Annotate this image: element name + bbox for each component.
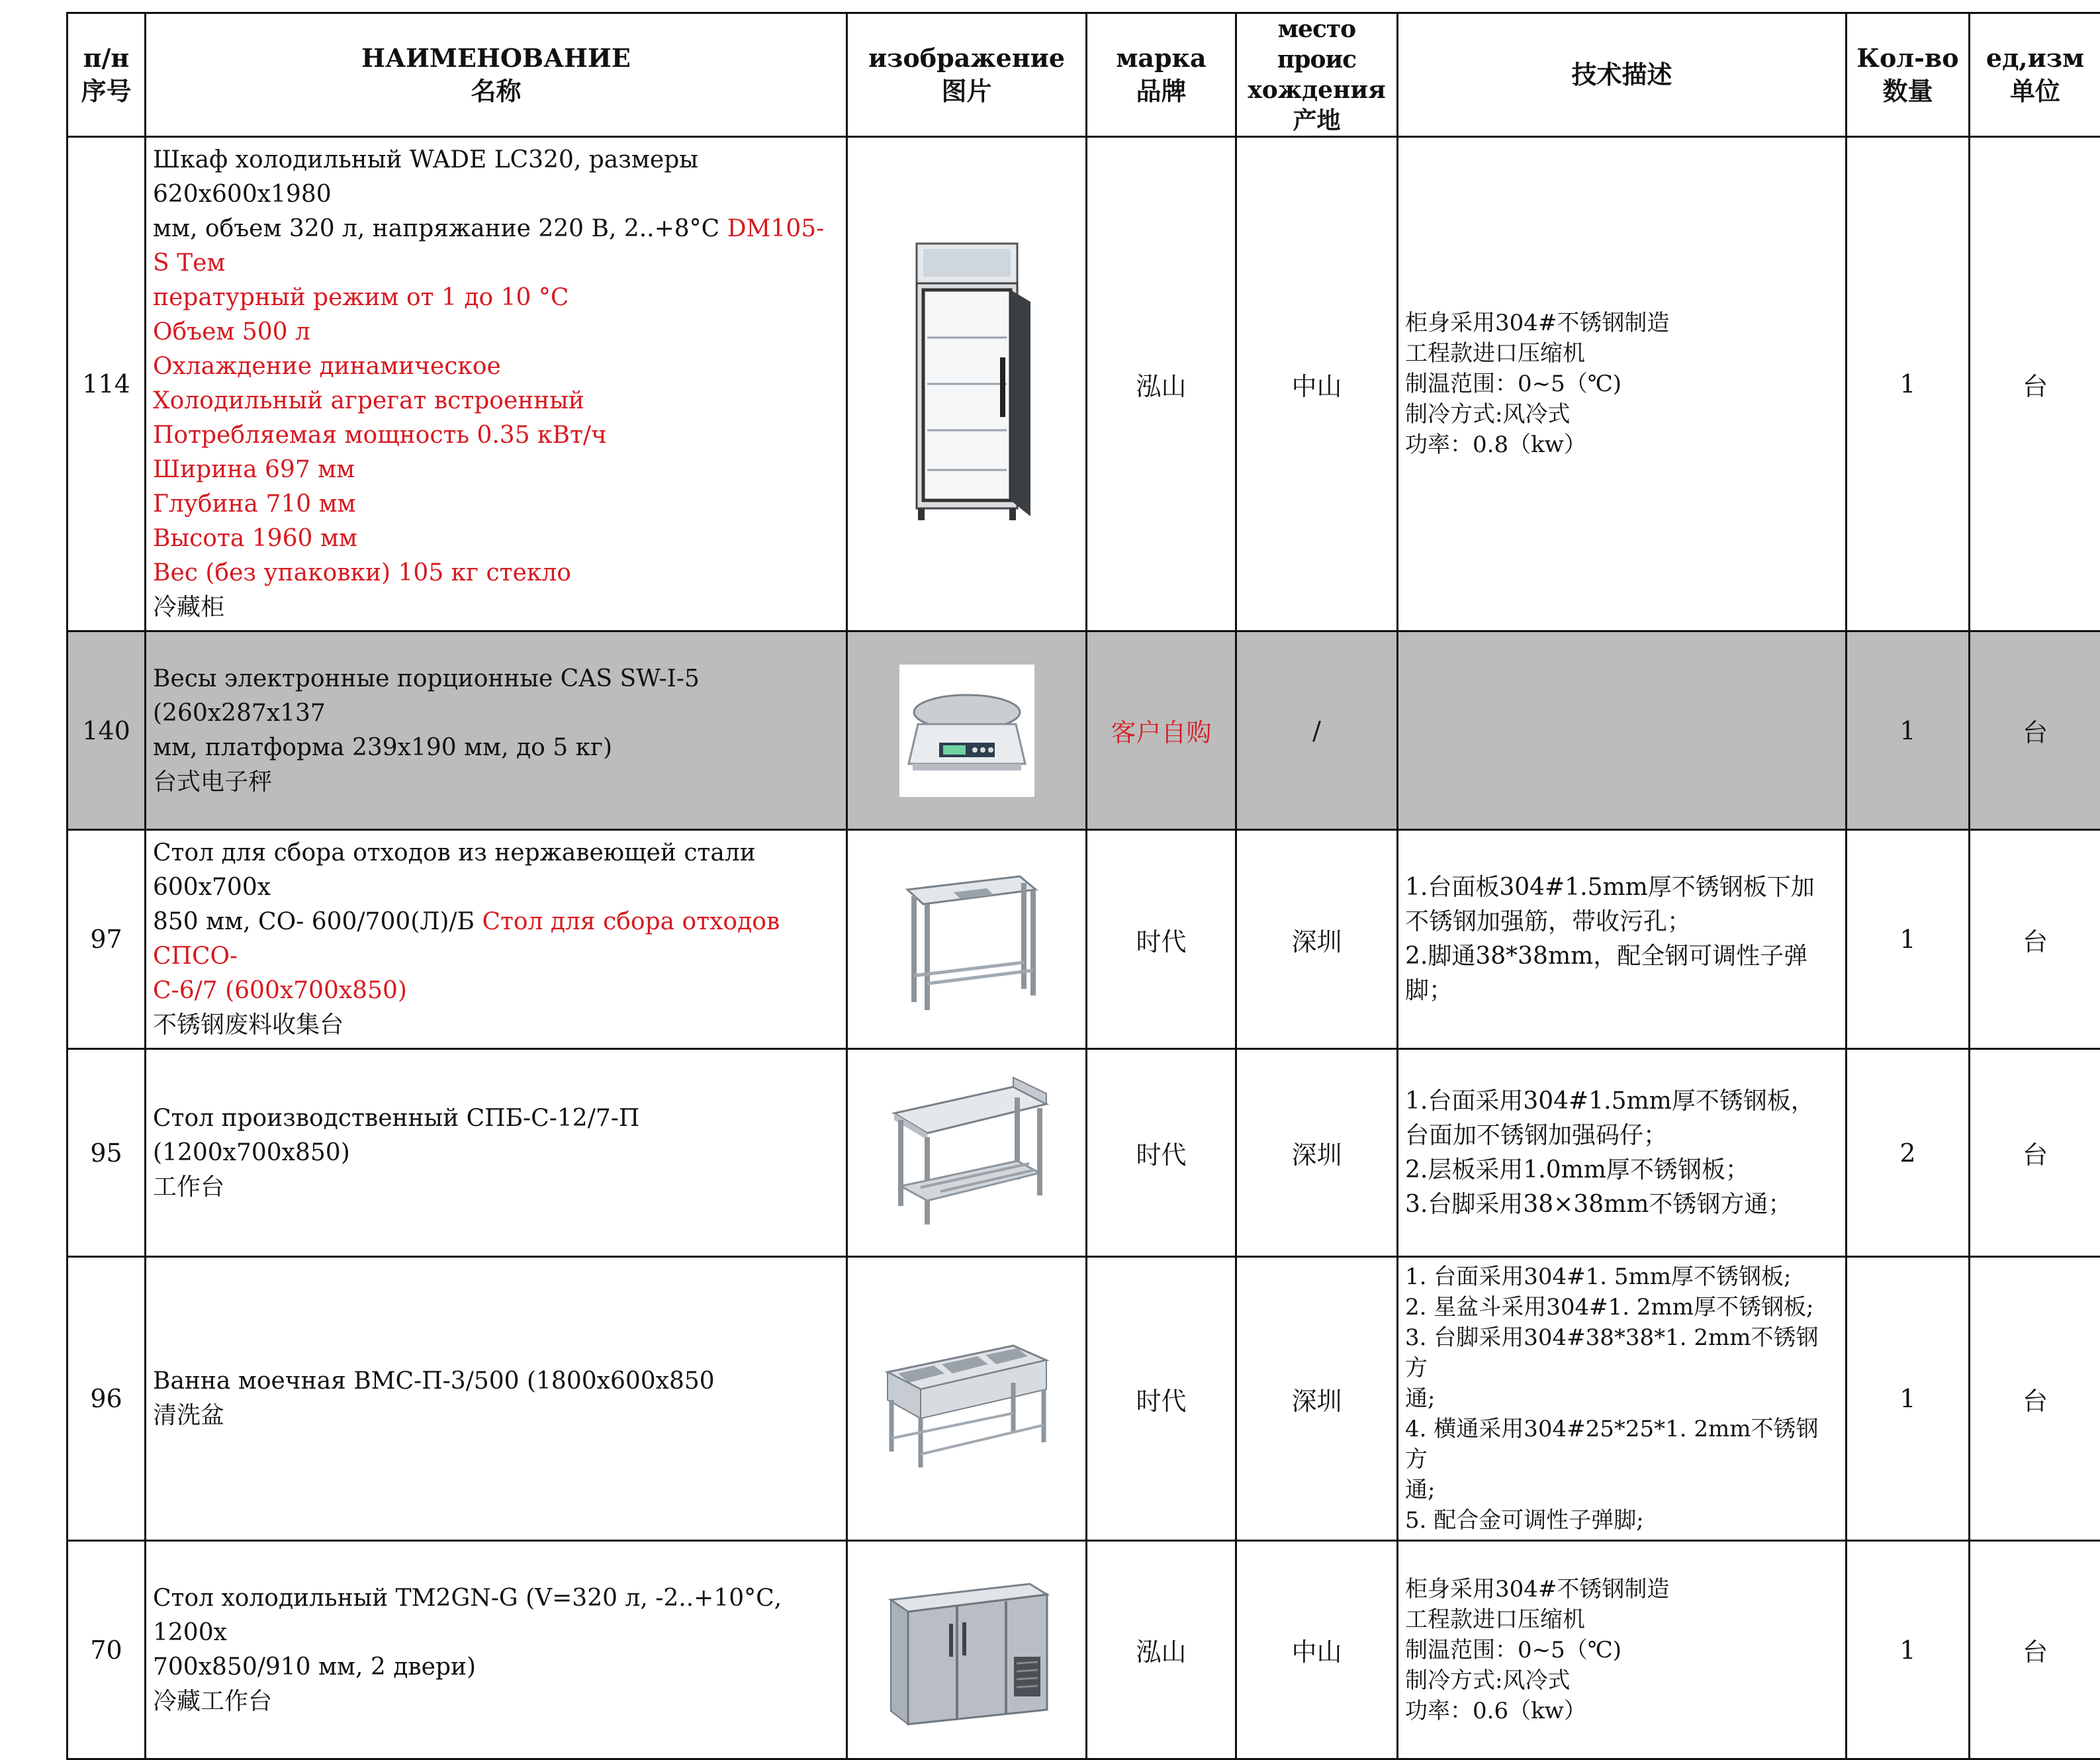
table-row — [68, 830, 2100, 1049]
item-quantity: 1 — [1847, 830, 1970, 1049]
item-unit: 台 — [1970, 830, 2100, 1049]
item-tech-description: 1. 台面采用304#1. 5mm厚不锈钢板; 2. 星盆斗采用304#1. 2mm厚不锈钢板; 3. 台脚采用304#38*38*1. 2mm不锈钢方 通; 4. 横通采用304#25*25*1. 2mm不锈钢方 通; 5. 配合金可调性子弹脚; — [1398, 1257, 1847, 1541]
row-number: 95 — [68, 1049, 146, 1257]
item-unit: 台 — [1970, 137, 2100, 631]
item-quantity: 1 — [1847, 631, 1970, 830]
item-brand: 时代 — [1087, 1049, 1236, 1257]
item-brand: 时代 — [1087, 830, 1236, 1049]
item-origin: / — [1236, 631, 1398, 830]
item-brand: 时代 — [1087, 1257, 1236, 1541]
item-unit: 台 — [1970, 1049, 2100, 1257]
item-unit: 台 — [1970, 631, 2100, 830]
header-unit: ед,изм 单位 — [1970, 13, 2100, 137]
item-tech-description: 柜身采用304#不锈钢制造 工程款进口压缩机 制温范围：0~5（℃) 制冷方式:风冷式 功率：0.6（kw） — [1398, 1541, 1847, 1759]
refrigerated-counter-icon — [884, 1571, 1050, 1730]
item-name: Ванна моечная ВМС-П-3/500 (1800x600x850 清洗盆 — [146, 1257, 847, 1541]
item-tech-description: 柜身采用304#不锈钢制造 工程款进口压缩机 制温范围：0~5（℃) 制冷方式:风冷式 功率：0.8（kw） — [1398, 137, 1847, 631]
item-brand: 泓山 — [1087, 1541, 1236, 1759]
item-origin: 中山 — [1236, 137, 1398, 631]
item-tech-description: 1.台面板304#1.5mm厚不锈钢板下加 不锈钢加强筋，带收污孔； 2.脚通38*38mm，配全钢可调性子弹 脚； — [1398, 830, 1847, 1049]
electronic-scale-icon — [899, 665, 1034, 797]
header-brand: марка 品牌 — [1087, 13, 1236, 137]
table-row — [68, 1049, 2100, 1257]
item-name: Стол для сбора отходов из нержавеющей стали 600x700x 850 мм, СО- 600/700(Л)/Б Стол для сбора отходов СПСО- С-6/7 (600x700x850) 不锈钢废料收集台 — [146, 830, 847, 1049]
equipment-spec-table — [66, 12, 2100, 1760]
table-row — [68, 631, 2100, 830]
row-number: 114 — [68, 137, 146, 631]
item-tech-description — [1398, 631, 1847, 830]
item-image — [847, 1257, 1087, 1541]
item-unit: 台 — [1970, 1257, 2100, 1541]
item-origin: 深圳 — [1236, 1257, 1398, 1541]
item-origin: 中山 — [1236, 1541, 1398, 1759]
work-table-icon — [881, 1074, 1053, 1232]
item-name: Стол холодильный TM2GN-G (V=320 л, -2..+10°С, 1200x 700x850/910 мм, 2 двери) 冷藏工作台 — [146, 1541, 847, 1759]
item-name: Весы электронные порционные CAS SW-I-5 (260x287x137 мм, платформа 239x190 мм, до 5 кг) 台式电子秤 — [146, 631, 847, 830]
item-quantity: 2 — [1847, 1049, 1970, 1257]
waste-table-icon — [894, 863, 1040, 1015]
item-name: Шкаф холодильный WADE LC320, размеры 620x600x1980 мм, объем 320 л, напряжание 220 В, 2..+8°С DM105-S Тем пературный режим от 1 до 10 °С Объем 500 л Охлаждение динамическое Холодильный агрегат встроенный Потребляемая мощность 0.35 кВт/ч Ширина 697 мм Глубина 710 мм Высота 1960 мм Вес (без упаковки) 105 кг стекло 冷藏柜 — [146, 137, 847, 631]
item-brand: 客户自购 — [1087, 631, 1236, 830]
item-image — [847, 1541, 1087, 1759]
item-image — [847, 1049, 1087, 1257]
header-origin: место проис хождения 产地 — [1236, 13, 1398, 137]
item-quantity: 1 — [1847, 1541, 1970, 1759]
item-quantity: 1 — [1847, 137, 1970, 631]
item-origin: 深圳 — [1236, 1049, 1398, 1257]
item-name: Стол производственный СПБ-С-12/7-П (1200x700x850) 工作台 — [146, 1049, 847, 1257]
header-name: НАИМЕНОВАНИЕ 名称 — [146, 13, 847, 137]
item-origin: 深圳 — [1236, 830, 1398, 1049]
table-row — [68, 137, 2100, 631]
header-no: п/н 序号 — [68, 13, 146, 137]
table-row — [68, 1257, 2100, 1541]
item-quantity: 1 — [1847, 1257, 1970, 1541]
header-tech: 技术描述 — [1398, 13, 1847, 137]
table-row — [68, 1541, 2100, 1759]
row-number: 70 — [68, 1541, 146, 1759]
header-qty: Кол-во 数量 — [1847, 13, 1970, 137]
header-image: изображение 图片 — [847, 13, 1087, 137]
row-number: 96 — [68, 1257, 146, 1541]
glass-door-fridge-icon — [901, 238, 1033, 530]
item-tech-description: 1.台面采用304#1.5mm厚不锈钢板， 台面加不锈钢加强码仔； 2.层板采用1.0mm厚不锈钢板； 3.台脚采用38×38mm不锈钢方通； — [1398, 1049, 1847, 1257]
item-image — [847, 137, 1087, 631]
item-image — [847, 631, 1087, 830]
row-number: 140 — [68, 631, 146, 830]
triple-sink-icon — [881, 1326, 1053, 1471]
item-image — [847, 830, 1087, 1049]
item-unit: 台 — [1970, 1541, 2100, 1759]
item-brand: 泓山 — [1087, 137, 1236, 631]
header-row — [68, 13, 2100, 137]
row-number: 97 — [68, 830, 146, 1049]
